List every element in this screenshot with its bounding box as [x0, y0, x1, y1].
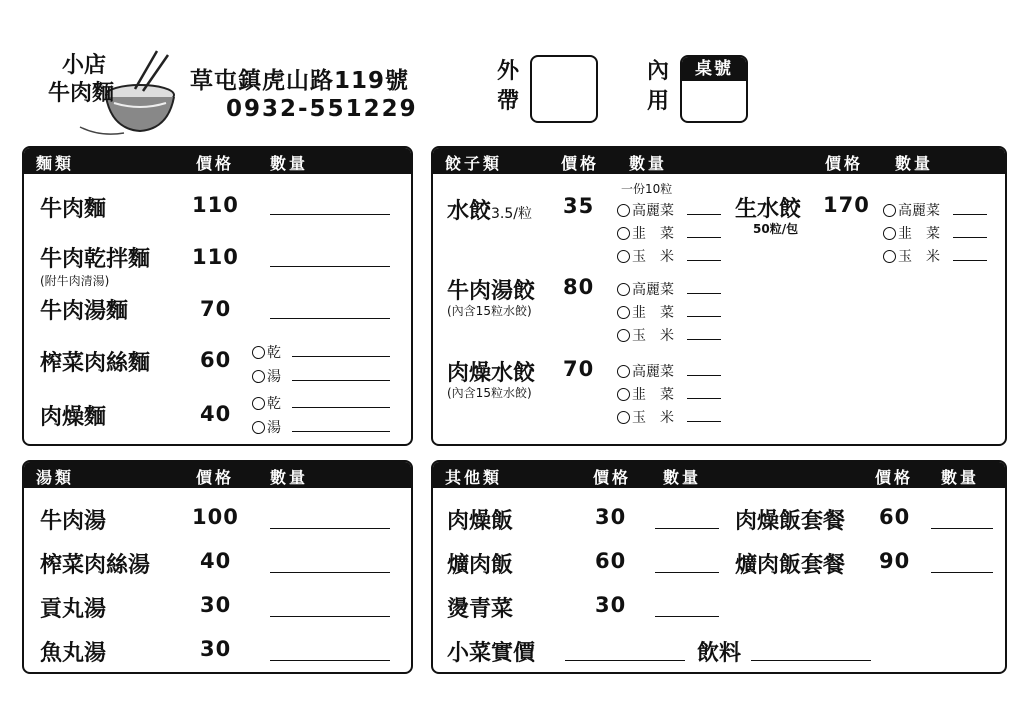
takeout-checkbox[interactable] — [530, 55, 598, 123]
dumplings-price-label: 價格 — [561, 154, 600, 173]
dinein-label-1: 內 — [646, 59, 669, 84]
others-qty-label-2: 數量 — [941, 468, 980, 487]
qty-blank[interactable] — [270, 572, 390, 573]
noodles-panel — [22, 146, 413, 446]
menu-item-price: 80 — [563, 275, 595, 299]
filling-option[interactable]: 高麗菜 — [617, 279, 674, 299]
qty-blank[interactable] — [655, 616, 719, 617]
menu-item-price: 30 — [595, 593, 627, 617]
radio-circle-icon — [617, 250, 630, 263]
menu-item-note: (內含15粒水餃) — [447, 304, 532, 318]
qty-blank[interactable] — [931, 528, 993, 529]
menu-item-price: 30 — [200, 637, 232, 661]
drinks-blank[interactable] — [751, 660, 871, 661]
menu-item-note: (附牛肉清湯) — [40, 274, 110, 288]
qty-blank[interactable] — [270, 318, 390, 319]
takeout-label-2: 帶 — [496, 89, 519, 114]
dumplings-price-label-2: 價格 — [825, 154, 864, 173]
menu-item-name: 肉燥飯套餐 — [735, 509, 846, 534]
menu-item-price: 110 — [192, 193, 239, 217]
filling-option[interactable]: 韭 菜 — [617, 223, 674, 243]
radio-circle-icon — [617, 204, 630, 217]
radio-circle-icon — [252, 397, 265, 410]
filling-option[interactable]: 玉 米 — [883, 246, 940, 266]
takeout-label-1: 外 — [496, 59, 519, 84]
shop-phone: 0932-551229 — [226, 96, 418, 122]
qty-blank[interactable] — [292, 431, 390, 432]
qty-blank[interactable] — [687, 260, 721, 261]
menu-item-name: 水餃3.5/粒 — [447, 199, 532, 224]
menu-item-name: 爌肉飯套餐 — [735, 553, 846, 578]
qty-blank[interactable] — [687, 339, 721, 340]
menu-item-price: 90 — [879, 549, 911, 573]
dumplings-category-label: 餃子類 — [445, 154, 503, 173]
dumplings-qty-label: 數量 — [629, 154, 668, 173]
menu-item-name: 燙青菜 — [447, 597, 514, 622]
dinein-label-2: 用 — [646, 89, 669, 114]
dumplings-header — [433, 148, 1005, 174]
menu-item-name: 爌肉飯 — [447, 553, 514, 578]
dumplings-panel — [431, 146, 1007, 446]
qty-blank[interactable] — [270, 214, 390, 215]
qty-blank[interactable] — [687, 316, 721, 317]
logo-text-line1: 小店 — [62, 52, 107, 78]
menu-item-name: 牛肉湯餃 — [447, 279, 536, 304]
qty-blank[interactable] — [292, 380, 390, 381]
option-soup[interactable]: 湯 — [252, 417, 281, 437]
qty-blank[interactable] — [655, 528, 719, 529]
drinks-label: 飲料 — [697, 641, 742, 666]
menu-item-price: 40 — [200, 549, 232, 573]
radio-circle-icon — [617, 365, 630, 378]
soups-panel — [22, 460, 413, 674]
shop-logo — [40, 45, 190, 135]
others-header — [433, 462, 1005, 488]
radio-circle-icon — [617, 411, 630, 424]
qty-blank[interactable] — [931, 572, 993, 573]
radio-circle-icon — [617, 283, 630, 296]
radio-circle-icon — [252, 346, 265, 359]
noodles-header — [24, 148, 411, 174]
noodles-qty-label: 數量 — [270, 154, 309, 173]
soups-category-label: 湯類 — [36, 468, 75, 487]
others-qty-label: 數量 — [663, 468, 702, 487]
qty-blank[interactable] — [270, 660, 390, 661]
soups-qty-label: 數量 — [270, 468, 309, 487]
menu-item-name: 肉燥飯 — [447, 509, 514, 534]
qty-blank[interactable] — [292, 407, 390, 408]
menu-item-name: 貢丸湯 — [40, 597, 107, 622]
qty-blank[interactable] — [687, 398, 721, 399]
radio-circle-icon — [617, 306, 630, 319]
soups-header — [24, 462, 411, 488]
others-price-label: 價格 — [593, 468, 632, 487]
qty-blank[interactable] — [270, 266, 390, 267]
radio-circle-icon — [617, 388, 630, 401]
menu-item-name: 榨菜肉絲麵 — [40, 351, 151, 376]
noodles-price-label: 價格 — [196, 154, 235, 173]
menu-item-price: 60 — [595, 549, 627, 573]
qty-blank[interactable] — [687, 237, 721, 238]
radio-circle-icon — [252, 370, 265, 383]
option-dry[interactable]: 乾 — [252, 342, 281, 362]
menu-item-price: 110 — [192, 245, 239, 269]
side-dish-label: 小菜實價 — [447, 641, 536, 666]
menu-item-price: 170 — [823, 193, 870, 217]
filling-option[interactable]: 韭 菜 — [883, 223, 940, 243]
radio-circle-icon — [617, 329, 630, 342]
radio-circle-icon — [617, 227, 630, 240]
qty-blank[interactable] — [687, 375, 721, 376]
qty-blank[interactable] — [270, 528, 390, 529]
table-number-box[interactable] — [680, 55, 748, 123]
menu-item-name: 肉燥水餃 — [447, 361, 536, 386]
menu-item-name: 榨菜肉絲湯 — [40, 553, 151, 578]
filling-option[interactable]: 玉 米 — [617, 407, 674, 427]
noodles-category-label: 麵類 — [36, 154, 75, 173]
menu-item-note: 50粒/包 — [753, 222, 799, 236]
radio-circle-icon — [252, 421, 265, 434]
logo-text-line2: 牛肉麵 — [48, 80, 115, 106]
radio-circle-icon — [883, 204, 896, 217]
menu-item-price: 35 — [563, 194, 595, 218]
menu-item-name: 牛肉乾拌麵 — [40, 247, 151, 272]
dumplings-qty-label-2: 數量 — [895, 154, 934, 173]
filling-option[interactable]: 高麗菜 — [883, 200, 940, 220]
portion-note: 一份10粒 — [621, 182, 673, 196]
menu-item-name: 牛肉麵 — [40, 197, 107, 222]
filling-option[interactable]: 玉 米 — [617, 325, 674, 345]
others-price-label-2: 價格 — [875, 468, 914, 487]
filling-option[interactable]: 韭 菜 — [617, 302, 674, 322]
menu-item-price: 60 — [200, 348, 232, 372]
shop-address: 草屯鎮虎山路119號 — [190, 68, 410, 94]
others-category-label: 其他類 — [445, 468, 503, 487]
radio-circle-icon — [883, 227, 896, 240]
menu-item-price: 100 — [192, 505, 239, 529]
menu-item-name: 生水餃 — [735, 197, 802, 222]
menu-item-price: 40 — [200, 402, 232, 426]
menu-item-note: (內含15粒水餃) — [447, 386, 532, 400]
menu-item-price: 70 — [200, 297, 232, 321]
menu-item-price: 30 — [595, 505, 627, 529]
qty-blank[interactable] — [687, 421, 721, 422]
qty-blank[interactable] — [687, 214, 721, 215]
soups-price-label: 價格 — [196, 468, 235, 487]
filling-option[interactable]: 高麗菜 — [617, 200, 674, 220]
filling-option[interactable]: 玉 米 — [617, 246, 674, 266]
option-dry[interactable]: 乾 — [252, 393, 281, 413]
option-soup[interactable]: 湯 — [252, 366, 281, 386]
qty-blank[interactable] — [953, 260, 987, 261]
radio-circle-icon — [883, 250, 896, 263]
qty-blank[interactable] — [655, 572, 719, 573]
qty-blank[interactable] — [953, 214, 987, 215]
menu-item-name: 肉燥麵 — [40, 405, 107, 430]
menu-item-name: 牛肉湯麵 — [40, 299, 129, 324]
qty-blank[interactable] — [687, 293, 721, 294]
qty-blank[interactable] — [953, 237, 987, 238]
qty-blank[interactable] — [292, 356, 390, 357]
others-panel — [431, 460, 1007, 674]
filling-option[interactable]: 高麗菜 — [617, 361, 674, 381]
menu-item-name: 牛肉湯 — [40, 509, 107, 534]
menu-item-price: 60 — [879, 505, 911, 529]
table-number-label: 桌號 — [682, 57, 746, 81]
menu-item-price: 70 — [563, 357, 595, 381]
qty-blank[interactable] — [270, 616, 390, 617]
menu-item-name: 魚丸湯 — [40, 641, 107, 666]
side-dish-blank[interactable] — [565, 660, 685, 661]
menu-item-price: 30 — [200, 593, 232, 617]
filling-option[interactable]: 韭 菜 — [617, 384, 674, 404]
